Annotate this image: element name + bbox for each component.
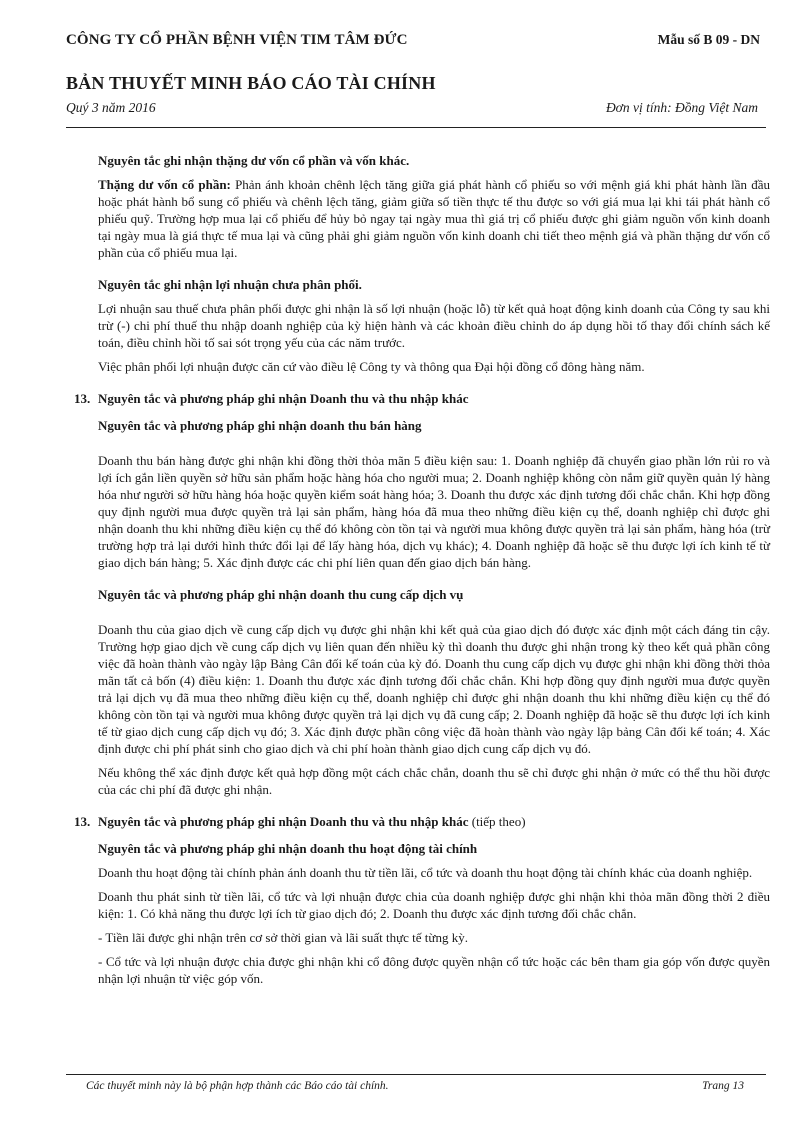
- heading-share-premium: Nguyên tắc ghi nhận thặng dư vốn cổ phần và vốn khác.: [98, 153, 410, 168]
- heading-retained-profit: Nguyên tắc ghi nhận lợi nhuận chưa phân phối.: [98, 277, 362, 292]
- header-divider: [66, 127, 766, 128]
- paragraph-financial-conditions: Doanh thu phát sinh từ tiền lãi, cổ tức và lợi nhuận được chia của doanh nghiệp được ghi nhận khi thỏa mãn đồng thời 2 điều kiện: 1. Có khả năng thu được lợi ích từ giao dịch đó; 2. Doanh thu được xác định tương đối chắc chắn.: [98, 889, 770, 921]
- text-share-premium: Phản ánh khoản chênh lệch tăng giữa giá phát hành cổ phiếu so với mệnh giá khi phát hành lần đầu hoặc phát hành bổ sung cổ phiếu và chênh lệch tăng, giảm giữa số tiền thực tế thu được so với giá mua lại khi tái phát hành cổ phiếu quỹ. Trường hợp mua lại cổ phiếu để hủy bỏ ngay tại ngày mua thì giá trị cổ phiếu được ghi giảm nguồn vốn kinh doanh tại ngày mua là giá thực tế mua lại và cũng phải ghi giảm nguồn vốn kinh doanh chi tiết theo mệnh giá và phần thặng dư vốn cổ phần của cổ phiếu mua lại.: [98, 177, 771, 260]
- page-header: [66, 32, 768, 116]
- section-title: Nguyên tắc và phương pháp ghi nhận Doanh thu và thu nhập khác: [98, 814, 469, 829]
- bullet-dividends: - Cổ tức và lợi nhuận được chia được ghi nhận khi cổ đông được quyền nhận cổ tức hoặc các bên tham gia góp vốn được quyền nhận lợi nhuận từ việc góp vốn.: [98, 954, 770, 986]
- paragraph-retained-profit: Lợi nhuận sau thuế chưa phân phối được ghi nhận là số lợi nhuận (hoặc lỗ) từ kết quả hoạt động kinh doanh của Công ty sau khi trừ (-) chi phí thuế thu nhập doanh nghiệp của kỳ hiện hành và các khoản điều chỉnh do áp dụng hồi tố thay đổi chính sách kế toán, điều chỉnh hồi tố sai sót trọng yếu của các năm trước.: [98, 301, 770, 350]
- period-row: [66, 100, 768, 116]
- heading-service-revenue: Nguyên tắc và phương pháp ghi nhận doanh thu cung cấp dịch vụ: [98, 587, 464, 602]
- section-13-continued-heading: [74, 813, 770, 830]
- paragraph-share-premium: [98, 176, 770, 261]
- paragraph-service-uncertain: Nếu không thể xác định được kết quả hợp đồng một cách chắc chắn, doanh thu sẽ chỉ được ghi nhận ở mức có thể thu hồi được của các chi phí đã được ghi nhận.: [98, 765, 770, 797]
- paragraph-financial-revenue: Doanh thu hoạt động tài chính phản ánh doanh thu từ tiền lãi, cổ tức và doanh thu hoạt động tài chính khác của doanh nghiệp.: [98, 865, 753, 880]
- form-number: Mẫu số B 09 - DN: [657, 32, 760, 47]
- section-13-heading: [74, 390, 770, 407]
- company-row: [66, 32, 768, 52]
- currency-unit: Đơn vị tính: Đồng Việt Nam: [605, 100, 758, 115]
- footer-note: Các thuyết minh này là bộ phận hợp thành các Báo cáo tài chính.: [86, 1080, 389, 1092]
- term-share-premium: Thặng dư vốn cổ phần:: [98, 177, 231, 192]
- page-number: Trang 13: [702, 1080, 744, 1092]
- paragraph-service-revenue: Doanh thu của giao dịch về cung cấp dịch vụ được ghi nhận khi kết quả của giao dịch đó được xác định một cách đáng tin cậy. Trường hợp giao dịch về cung cấp dịch vụ liên quan đến nhiều kỳ thì doanh thu được ghi nhận trong kỳ theo kết quả phần công việc đã hoàn thành vào ngày lập Bảng Cân đối kế toán của kỳ đó. Doanh thu cung cấp dịch vụ được ghi nhận khi đồng thời thỏa mãn tất cả bốn (4) điều kiện: 1. Doanh thu được xác định tương đối chắc chắn. Khi hợp đồng quy định người mua được quyền trả lại dịch vụ đã mua theo những điều kiện cụ thể, doanh nghiệp chỉ được ghi nhận doanh thu khi những điều kiện cụ thể đó không còn tồn tại và người mua không được quyền trả lại dịch vụ đã cung cấp; 2. Doanh nghiệp đã hoặc sẽ thu được lợi ích kinh tế từ giao dịch cung cấp dịch vụ đó; 3. Xác định được phần công việc đã hoàn thành vào ngày lập bảng Cân đối kế toán; 4. Xác định được chi phí phát sinh cho giao dịch và chi phí hoàn thành giao dịch cung cấp dịch vụ đó.: [98, 622, 770, 756]
- document-body: [74, 152, 771, 987]
- heading-financial-revenue: Nguyên tắc và phương pháp ghi nhận doanh thu hoạt động tài chính: [98, 841, 478, 856]
- section-number: 13.: [74, 391, 91, 406]
- paragraph-profit-distribution: Việc phân phối lợi nhuận được căn cứ vào điều lệ Công ty và thông qua Đại hội đồng cổ đông hàng năm.: [98, 359, 645, 374]
- section-title: Nguyên tắc và phương pháp ghi nhận Doanh thu và thu nhập khác: [98, 391, 469, 406]
- bullet-interest: - Tiền lãi được ghi nhận trên cơ sở thời gian và lãi suất thực tế từng kỳ.: [98, 930, 468, 945]
- company-name: CÔNG TY CỔ PHẦN BỆNH VIỆN TIM TÂM ĐỨC: [66, 32, 408, 48]
- page-footer: [86, 1080, 744, 1092]
- paragraph-sales-revenue: Doanh thu bán hàng được ghi nhận khi đồng thời thỏa mãn 5 điều kiện sau: 1. Doanh nghiệp đã chuyển giao phần lớn rủi ro và lợi ích gắn liền quyền sở hữu sản phẩm hoặc hàng hóa cho người mua; 2. Doanh nghiệp không còn nắm giữ quyền quản lý hàng hóa như người sở hữu hàng hóa hoặc quyền kiểm soát hàng hóa; 3. Doanh thu được xác định tương đối chắc chắn. Khi hợp đồng quy định người mua được quyền trả lại sản phẩm, hàng hóa đã mua theo những điều kiện cụ thể, doanh nghiệp chỉ được ghi nhận doanh thu khi những điều kiện cụ thể đó không còn tồn tại và người mua không được quyền trả lại sản phẩm, hàng hóa (trừ trường hợp trả lại dưới hình thức đổi lại để lấy hàng hóa, dịch vụ khác); 4. Doanh nghiệp đã hoặc sẽ thu được lợi ích kinh tế từ giao dịch bán hàng; 5. Xác định được các chi phí liên quan đến giao dịch bán hàng.: [98, 453, 770, 570]
- footer-divider: [66, 1074, 766, 1075]
- report-title: BẢN THUYẾT MINH BÁO CÁO TÀI CHÍNH: [66, 73, 436, 93]
- continued-label: (tiếp theo): [468, 814, 526, 829]
- heading-sales-revenue: Nguyên tắc và phương pháp ghi nhận doanh thu bán hàng: [98, 418, 422, 433]
- report-period: Quý 3 năm 2016: [66, 100, 156, 115]
- section-number: 13.: [74, 814, 91, 829]
